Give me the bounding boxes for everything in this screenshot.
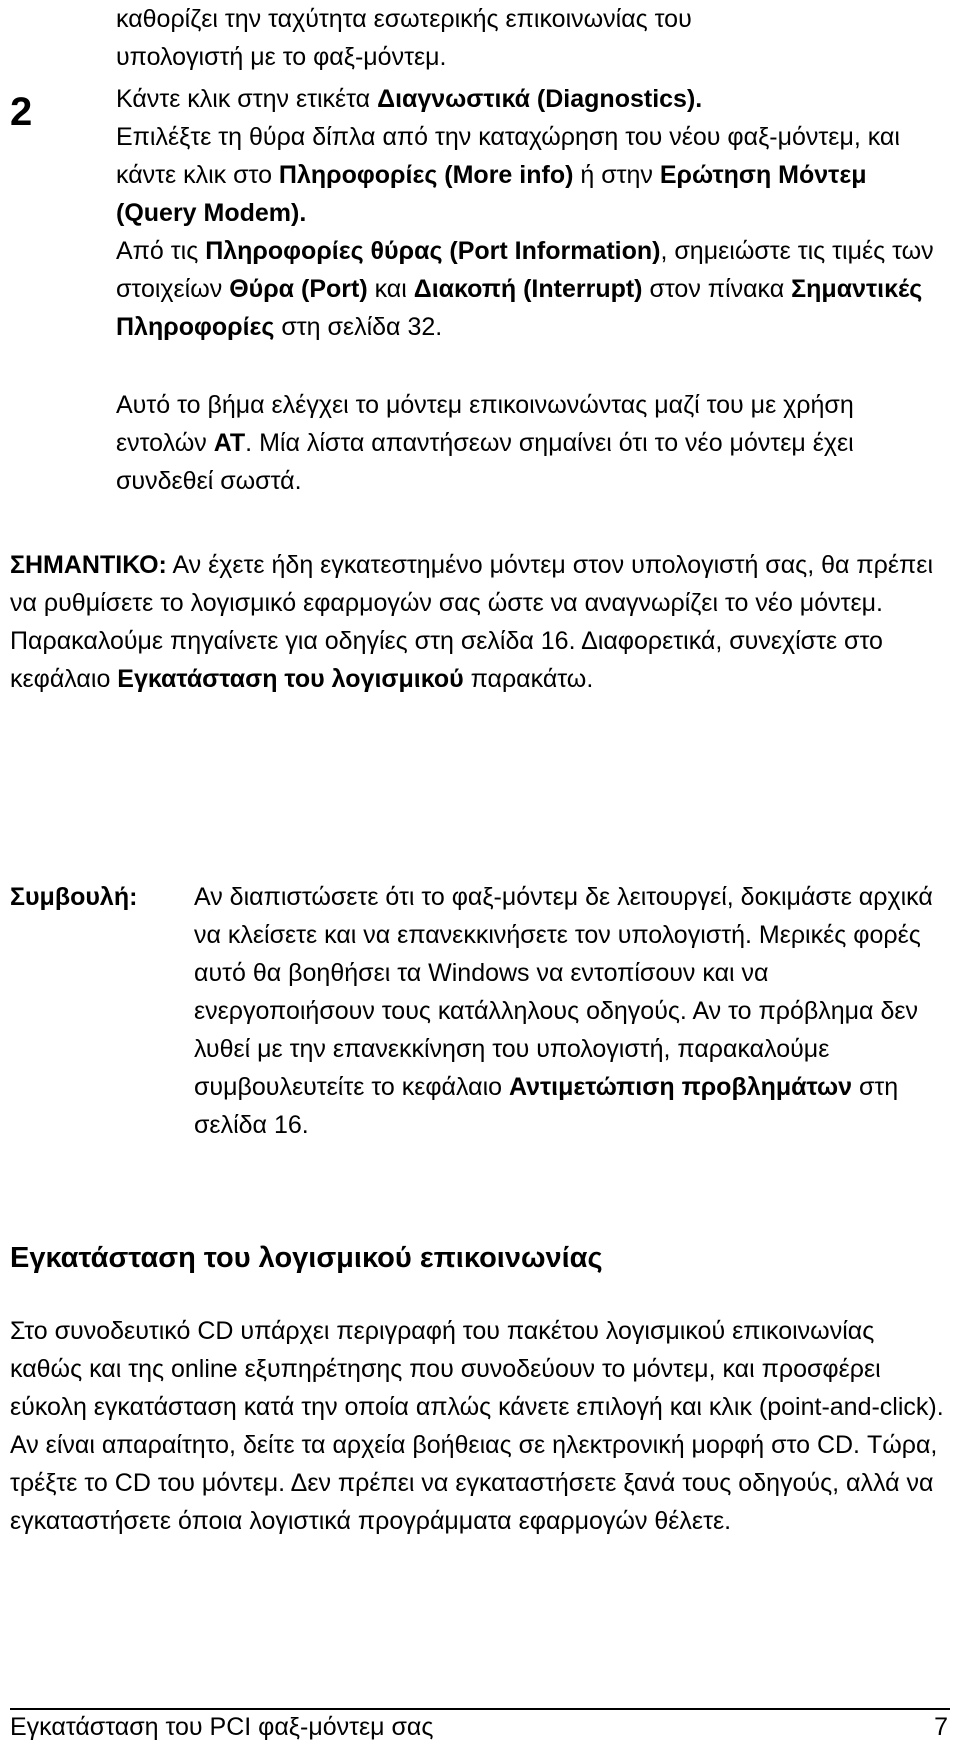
step-paragraph-at-commands [116, 386, 946, 500]
text-run: στον πίνακα [642, 275, 792, 303]
footer-title: Εγκατάσταση του PCI φαξ-μόντεμ σας [10, 1713, 434, 1741]
query-modem-label: Ερώτηση Μόντεμ [659, 161, 867, 189]
intro-line-2: υπολογιστή με το φαξ-μόντεμ. [116, 43, 447, 71]
text-run: παρακάτω. [463, 665, 594, 693]
step-p2-text [116, 232, 946, 346]
intro-paragraph [116, 0, 946, 76]
query-modem-english: (Query Modem). [116, 199, 307, 227]
step-p1-text [116, 80, 946, 232]
intro-line-1: καθορίζει την ταχύτητα εσωτερικής επικοινωνίας του [116, 5, 692, 33]
step-number: 2 [10, 90, 33, 134]
more-info-english: (More info) [437, 161, 574, 189]
text-run: Αυτό το βήμα ελέγχει το μόντεμ επικοινωνώντας μαζί του με χρήση εντολών [116, 391, 854, 457]
text-run: , σημειώστε τις τιμές των στοιχείων [116, 237, 934, 303]
tip-label: Συμβουλή: [10, 883, 138, 911]
interrupt-label: Διακοπή [413, 275, 517, 303]
interrupt-english: (Interrupt) [516, 275, 643, 303]
text-run: Επιλέξτε τη θύρα δίπλα από την καταχώρηση του νέου φαξ-μόντεμ, και κάντε κλικ στο [116, 123, 900, 189]
text-run: και [367, 275, 414, 303]
important-note-text [10, 546, 950, 698]
section-heading: Εγκατάσταση του λογισμικού επικοινωνίας [10, 1242, 603, 1274]
port-information-english: (Port Information) [442, 237, 661, 265]
step-paragraph-port-info [116, 232, 946, 346]
port-english: (Port) [294, 275, 368, 303]
step-paragraph-diagnostics [116, 80, 946, 232]
text-run: Αν έχετε ήδη εγκατεστημένο μόντεμ στον υπολογιστή σας, θα πρέπει να ρυθμίσετε το λογισμικό εφαρμογών σας ώστε να αναγνωρίζει το νέο μόντεμ. Παρακαλούμε πηγαίνετε για οδηγίες στη σελίδα 16. Διαφορετικά, συνεχίστε στο κεφάλαιο [10, 551, 933, 693]
port-information-label: Πληροφορίες θύρας [205, 237, 443, 265]
tip-body [194, 878, 950, 1144]
page-number: 7 [934, 1713, 948, 1741]
text-run: Αν διαπιστώσετε ότι το φαξ-μόντεμ δε λειτουργεί, δοκιμάστε αρχικά να κλείσετε και να επανεκκινήσετε τον υπολογιστή. Μερικές φορές αυτό θα βοηθήσει τα Windows να εντοπίσουν και να ενεργοποιήσουν τους κατάλληλους οδηγούς. Αν το πρόβλημα δεν λυθεί με την επανεκκίνηση του υπολογιστή, παρακαλούμε συμβουλευτείτε το κεφάλαιο [194, 883, 933, 1101]
text-run: Κάντε κλικ στην ετικέτα [116, 85, 378, 113]
text-run: στη σελίδα 16. [194, 1073, 899, 1139]
step-p3-text [116, 386, 946, 500]
tip-text [194, 878, 950, 1144]
more-info-label: Πληροφορίες [278, 161, 438, 189]
at-commands-label: AT [213, 429, 246, 457]
diagnostics-tab-label: Διαγνωστικά (Diagnostics). [377, 85, 703, 113]
important-label: ΣΗΜΑΝΤΙΚΟ: [10, 551, 167, 579]
troubleshooting-reference: Αντιμετώπιση προβλημάτων [508, 1073, 853, 1101]
port-label: Θύρα [229, 275, 295, 303]
section-body-text: Στο συνοδευτικό CD υπάρχει περιγραφή του πακέτου λογισμικού επικοινωνίας καθώς και της online εξυπηρέτησης που συνοδεύουν το μόντεμ, και προσφέρει εύκολη εγκατάσταση κατά την οποία απλώς κάνετε επιλογή και κλικ (point-and-click). Αν είναι απαραίτητο, δείτε τα αρχεία βοήθειας σε ηλεκτρονική μορφή στο CD. Τώρα, τρέξτε το CD του μόντεμ. Δεν πρέπει να εγκαταστήσετε ξανά τους οδηγούς, αλλά να εγκαταστήσετε όποια λογιστικά προγράμματα εφαρμογών θέλετε. [10, 1317, 944, 1535]
footer-divider [10, 1708, 950, 1710]
text-run: Από τις [116, 237, 206, 265]
text-run: . Μία λίστα απαντήσεων σημαίνει ότι το νέο μόντεμ έχει συνδεθεί σωστά. [116, 429, 854, 495]
important-info-table-label: Σημαντικές Πληροφορίες [116, 275, 923, 341]
software-installation-reference: Εγκατάσταση του λογισμικού [117, 665, 464, 693]
important-note [10, 546, 950, 698]
text-run: στη σελίδα 32. [274, 313, 443, 341]
section-body [10, 1312, 948, 1540]
text-run: ή στην [573, 161, 660, 189]
